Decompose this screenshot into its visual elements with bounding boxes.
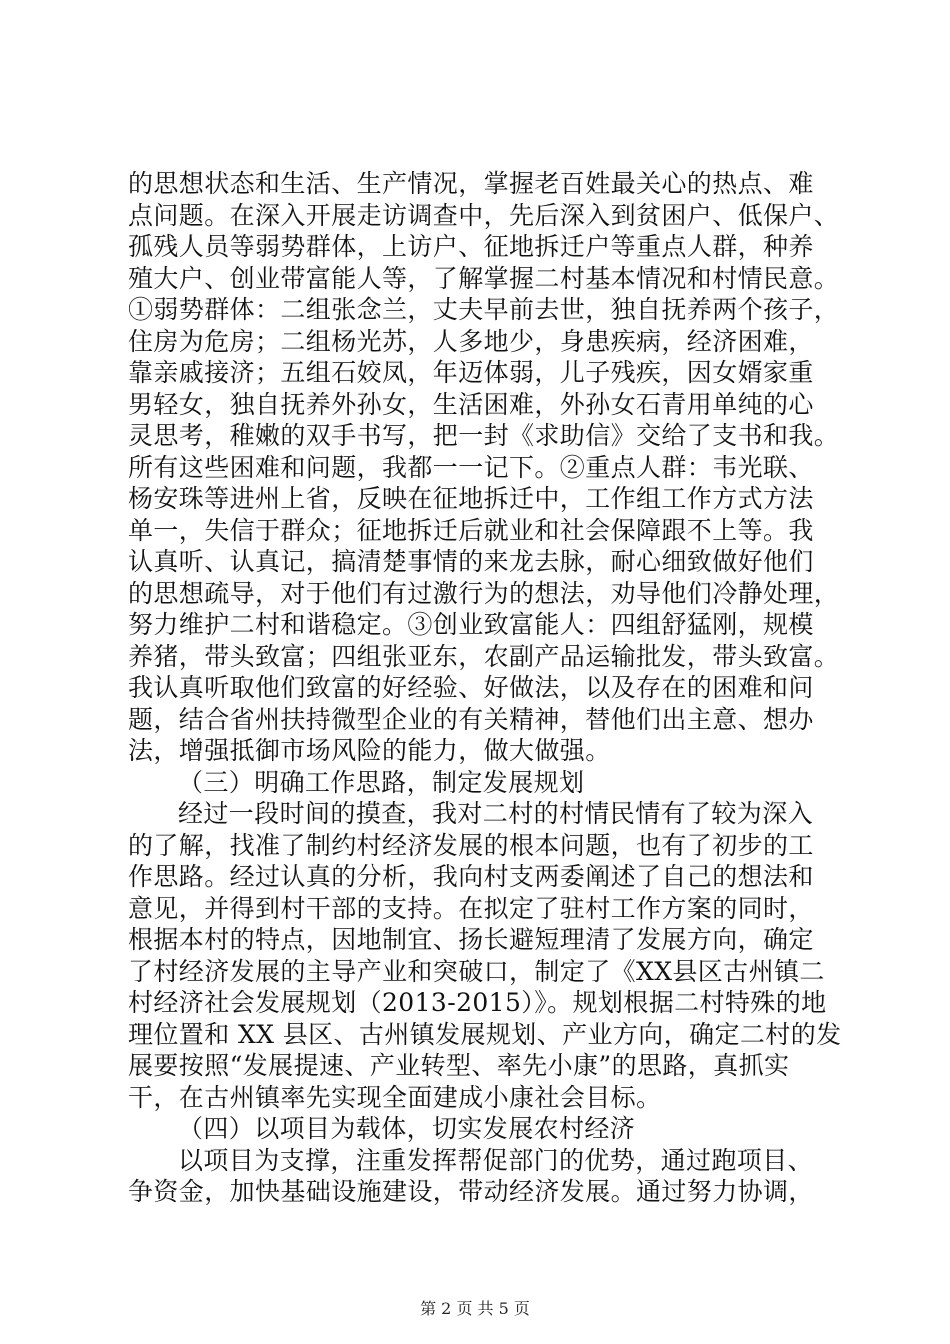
text-line: （四）以项目为载体，切实发展农村经济	[178, 1114, 636, 1143]
text-line: 殖大户、创业带富能人等，了解掌握二村基本情况和村情民意。	[128, 263, 840, 293]
text-line: 男轻女，独自抚养外孙女，生活困难，外孙女石青用单纯的心	[128, 389, 814, 419]
text-line: 杨安珠等进州上省，反映在征地拆迁中，工作组工作方式方法	[128, 484, 814, 513]
text-line: （三）明确工作思路，制定发展规划	[178, 767, 585, 797]
text-line: 的了解，找准了制约村经济发展的根本问题，也有了初步的工	[128, 830, 814, 860]
text-line: 单一，失信于群众；征地拆迁后就业和社会保障跟不上等。我	[128, 515, 814, 545]
text-line: 靠亲戚接济；五组石姣凤，年迈体弱，儿子残疾，因女婿家重	[128, 358, 814, 387]
text-line: 认真听、认真记，搞清楚事情的来龙去脉，耐心细致做好他们	[128, 547, 814, 576]
text-line: 的思想疏导，对于他们有过激行为的想法，劝导他们冷静处理，	[128, 578, 840, 608]
text-line: 题，结合省州扶持微型企业的有关精神，替他们出主意、想办	[128, 704, 814, 734]
text-line: 养猪，带头致富；四组张亚东，农副产品运输批发，带头致富。	[128, 641, 840, 671]
text-line: 灵思考，稚嫩的双手书写，把一封《求助信》交给了支书和我。	[128, 421, 840, 450]
text-line: 的思想状态和生活、生产情况，掌握老百姓最关心的热点、难	[128, 169, 814, 198]
text-line: 孤残人员等弱势群体，上访户、征地拆迁户等重点人群，种养	[128, 232, 814, 261]
text-line: 了村经济发展的主导产业和突破口，制定了《XX县区古州镇二	[128, 956, 825, 986]
text-line: 根据本村的特点，因地制宜、扬长避短理清了发展方向，确定	[128, 925, 814, 954]
text-line: 干，在古州镇率先实现全面建成小康社会目标。	[128, 1082, 662, 1112]
text-line: 意见，并得到村干部的支持。在拟定了驻村工作方案的同时，	[128, 893, 814, 923]
text-line: 所有这些困难和问题，我都一一记下。②重点人群：韦光联、	[128, 452, 814, 482]
text-line: 经过一段时间的摸查，我对二村的村情民情有了较为深入	[178, 799, 814, 828]
text-line: 法，增强抵御市场风险的能力，做大做强。	[128, 736, 611, 765]
text-line: 争资金，加快基础设施建设，带动经济发展。通过努力协调，	[128, 1177, 814, 1206]
text-line: 作思路。经过认真的分析，我向村支两委阐述了自己的想法和	[128, 862, 814, 891]
text-line: 住房为危房；二组杨光苏，人多地少，身患疾病，经济困难，	[128, 326, 814, 356]
page-footer: 第 2 页 共 5 页	[420, 1299, 530, 1318]
text-line: 以项目为支撑，注重发挥帮促部门的优势，通过跑项目、	[178, 1145, 814, 1175]
document-body	[128, 168, 842, 1208]
text-line: 展要按照“发展提速、产业转型、率先小康”的思路，真抓实	[128, 1051, 790, 1080]
text-line: 点问题。在深入开展走访调查中，先后深入到贫困户、低保户、	[128, 200, 840, 230]
text-line: 努力维护二村和谐稳定。③创业致富能人：四组舒猛刚，规模	[128, 610, 814, 639]
text-line: 村经济社会发展规划（2013-2015）》。规划根据二村特殊的地	[128, 988, 827, 1017]
text-line: 我认真听取他们致富的好经验、好做法，以及存在的困难和问	[128, 673, 814, 702]
text-line: ①弱势群体：二组张念兰，丈夫早前去世，独自抚养两个孩子，	[128, 295, 840, 324]
text-line: 理位置和 XX 县区、古州镇发展规划、产业方向，确定二村的发	[128, 1019, 842, 1049]
